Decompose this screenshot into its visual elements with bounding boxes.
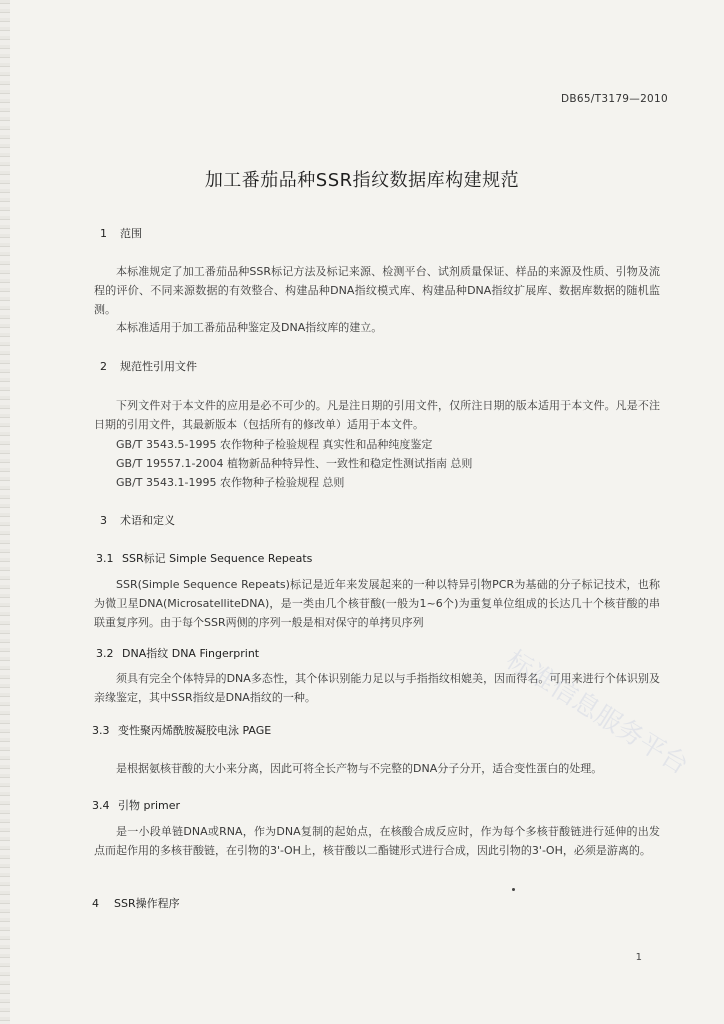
subsection-heading-3-4: 3.4 引物 primer	[92, 799, 181, 812]
section-heading-1: 1 范围	[100, 227, 142, 240]
primer-definition: 是一小段单链DNA或RNA，作为DNA复制的起始点，在核酸合成反应时，作为每个多核苷酸链进行延伸的出发点而起作用的多核苷酸链，在引物的3'-OH上，核苷酸以二酯键形式进行合成，因此引物的3'-OH，必须是游离的。	[94, 825, 660, 857]
reference-item: GB/T 3543.5-1995 农作物种子检验规程 真实性和品种纯度鉴定	[116, 438, 433, 451]
document-title: 加工番茄品种SSR指纹数据库构建规范	[204, 170, 520, 191]
reference-item: GB/T 3543.1-1995 农作物种子检验规程 总则	[116, 476, 345, 489]
subsection-heading-3-2: 3.2 DNA指纹 DNA Fingerprint	[96, 647, 260, 660]
page-definition: 是根据氨核苷酸的大小来分离，因此可将全长产物与不完整的DNA分子分开，适合变性蛋白的处理。	[116, 762, 603, 775]
standard-code: DB65/T3179—2010	[560, 93, 668, 105]
subsection-heading-3-1: 3.1 SSR标记 Simple Sequence Repeats	[96, 552, 313, 565]
scope-applicability: 本标准适用于加工番茄品种鉴定及DNA指纹库的建立。	[116, 321, 383, 334]
scan-edge	[0, 0, 10, 1024]
scope-paragraph: 本标准规定了加工番茄品种SSR标记方法及标记来源、检测平台、试剂质量保证、样品的来源及性质、引物及流程的评价、不同来源数据的有效整合、构建品种DNA指纹模式库、构建品种DNA指纹扩展库、数据库数据的随机监测。	[94, 265, 660, 316]
scan-speck	[512, 888, 515, 891]
dna-fingerprint-definition: 须具有完全个体特异的DNA多态性，其个体识别能力足以与手指指纹相媲美，因而得名。可用来进行个体识别及亲缘鉴定，其中SSR指纹是DNA指纹的一种。	[94, 672, 660, 704]
section-heading-2: 2 规范性引用文件	[100, 360, 197, 373]
page-number: 1	[635, 952, 642, 963]
watermark: 标准信息服务平台	[500, 645, 694, 781]
section-heading-3: 3 术语和定义	[100, 514, 175, 527]
reference-item: GB/T 19557.1-2004 植物新品种特异性、一致性和稳定性测试指南 总则	[116, 457, 473, 470]
section-heading-4: 4 SSR操作程序	[92, 897, 180, 910]
subsection-heading-3-3: 3.3 变性聚丙烯酰胺凝胶电泳 PAGE	[92, 724, 272, 737]
ssr-definition: SSR(Simple Sequence Repeats)标记是近年来发展起来的一种以特异引物PCR为基础的分子标记技术，也称为微卫星DNA(MicrosatelliteDNA)，是一类由几个核苷酸(一般为1~6个)为重复单位组成的长达几十个核苷酸的串联重复序列。由于每个SSR两侧的序列一般是相对保守的单拷贝序列	[94, 578, 660, 629]
references-intro: 下列文件对于本文件的应用是必不可少的。凡是注日期的引用文件，仅所注日期的版本适用于本文件。凡是不注日期的引用文件，其最新版本（包括所有的修改单）适用于本文件。	[94, 399, 660, 431]
